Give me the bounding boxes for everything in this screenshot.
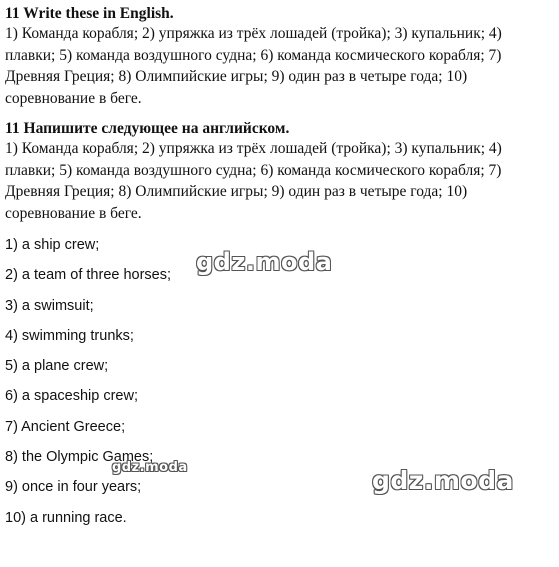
answer-item-5: 5) a plane crew; bbox=[5, 358, 109, 375]
answer-item-10: 10) a running race. bbox=[5, 509, 127, 526]
watermark-logo-small: gdz.moda bbox=[112, 460, 188, 475]
answer-item-7: 7) Ancient Greece; bbox=[5, 418, 126, 435]
task-title-english: 11 Write these in English. bbox=[5, 5, 174, 22]
watermark-logo-large: gdz.moda bbox=[372, 466, 514, 495]
task-title-russian: 11 Напишите следующее на английском. bbox=[5, 120, 290, 137]
task-russian-block bbox=[5, 119, 553, 224]
document-page bbox=[5, 4, 553, 539]
watermark-logo: gdz.moda bbox=[196, 248, 333, 276]
task-text-russian: 1) Команда корабля; 2) упряжка из трёх лошадей (тройка); 3) купальник; 4) плавки; 5) команда воздушного судна; 6) команда космического корабля; 7) Древняя Греция; 8) Олимпийские игры; 9) один раз в четыре года; 10) соревнование в беге. bbox=[5, 140, 502, 222]
task-english-block bbox=[5, 4, 553, 109]
task-text-english: 1) Команда корабля; 2) упряжка из трёх лошадей (тройка); 3) купальник; 4) плавки; 5) команда воздушного судна; 6) команда космического корабля; 7) Древняя Греция; 8) Олимпийские игры; 9) один раз в четыре года; 10) соревнование в беге. bbox=[5, 25, 502, 107]
answer-item-8: 8) the Olympic Games; bbox=[5, 449, 154, 466]
answer-item-9: 9) once in four years; bbox=[5, 479, 142, 496]
answer-item-3: 3) a swimsuit; bbox=[5, 297, 94, 314]
answer-item-1: 1) a ship crew; bbox=[5, 237, 100, 253]
answer-item-2: 2) a team of three horses; bbox=[5, 267, 172, 284]
answer-list bbox=[5, 236, 553, 539]
answer-item-4: 4) swimming trunks; bbox=[5, 327, 134, 344]
answer-item-6: 6) a spaceship crew; bbox=[5, 388, 138, 405]
